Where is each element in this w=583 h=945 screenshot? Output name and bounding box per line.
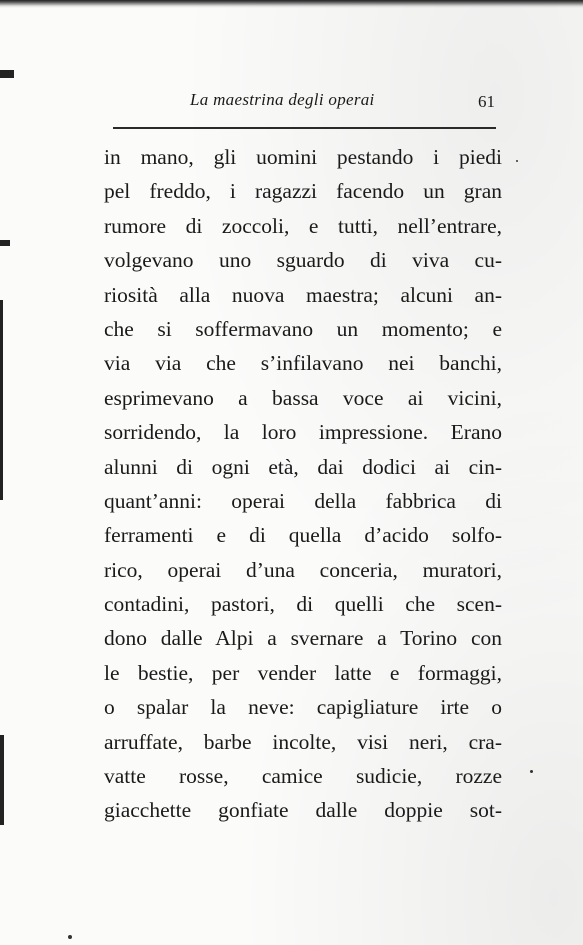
binding-mark <box>0 735 4 825</box>
text-line: quant’anni: operai della fabbrica di <box>104 488 502 513</box>
body-text <box>104 140 502 828</box>
text-line: volgevano uno sguardo di viva cu- <box>104 248 502 273</box>
text-line: le bestie, per vender latte e formaggi, <box>104 660 502 685</box>
text-line: rumore di zoccoli, e tutti, nell’entrare, <box>104 213 502 238</box>
text-line: pel freddo, i ragazzi facendo un gran <box>104 179 502 204</box>
binding-mark <box>0 240 10 246</box>
paper-speck <box>530 770 533 773</box>
binding-mark <box>0 300 3 500</box>
text-line: alunni di ogni età, dai dodici ai cin- <box>104 454 502 479</box>
paper-speck <box>516 160 518 162</box>
text-line: che si soffermavano un momento; e <box>104 316 502 341</box>
page-number: 61 <box>478 92 495 111</box>
text-line: contadini, pastori, di quelli che scen- <box>104 592 502 617</box>
page-header <box>190 90 510 120</box>
running-title: La maestrina degli operai <box>190 90 375 109</box>
text-line: sorridendo, la loro impressione. Erano <box>104 420 502 445</box>
text-line: rico, operai d’una conceria, muratori, <box>104 557 502 582</box>
text-line: esprimevano a bassa voce ai vicini, <box>104 385 502 410</box>
text-line: via via che s’infilavano nei banchi, <box>104 351 502 376</box>
text-line: riosità alla nuova maestra; alcuni an- <box>104 282 502 307</box>
page-top-edge <box>0 0 583 8</box>
text-line: arruffate, barbe incolte, visi neri, cra- <box>104 729 502 754</box>
binding-mark <box>0 70 14 78</box>
text-line: o spalar la neve: capigliature irte o <box>104 695 502 720</box>
text-line: dono dalle Alpi a svernare a Torino con <box>104 626 502 651</box>
paper-speck <box>68 935 72 939</box>
text-line: giacchette gonfiate dalle doppie sot- <box>104 798 502 823</box>
header-rule <box>113 127 496 129</box>
text-line: in mano, gli uomini pestando i piedi <box>104 145 502 169</box>
text-line: vatte rosse, camice sudicie, rozze <box>104 764 502 789</box>
text-line: ferramenti e di quella d’acido solfo- <box>104 523 502 548</box>
